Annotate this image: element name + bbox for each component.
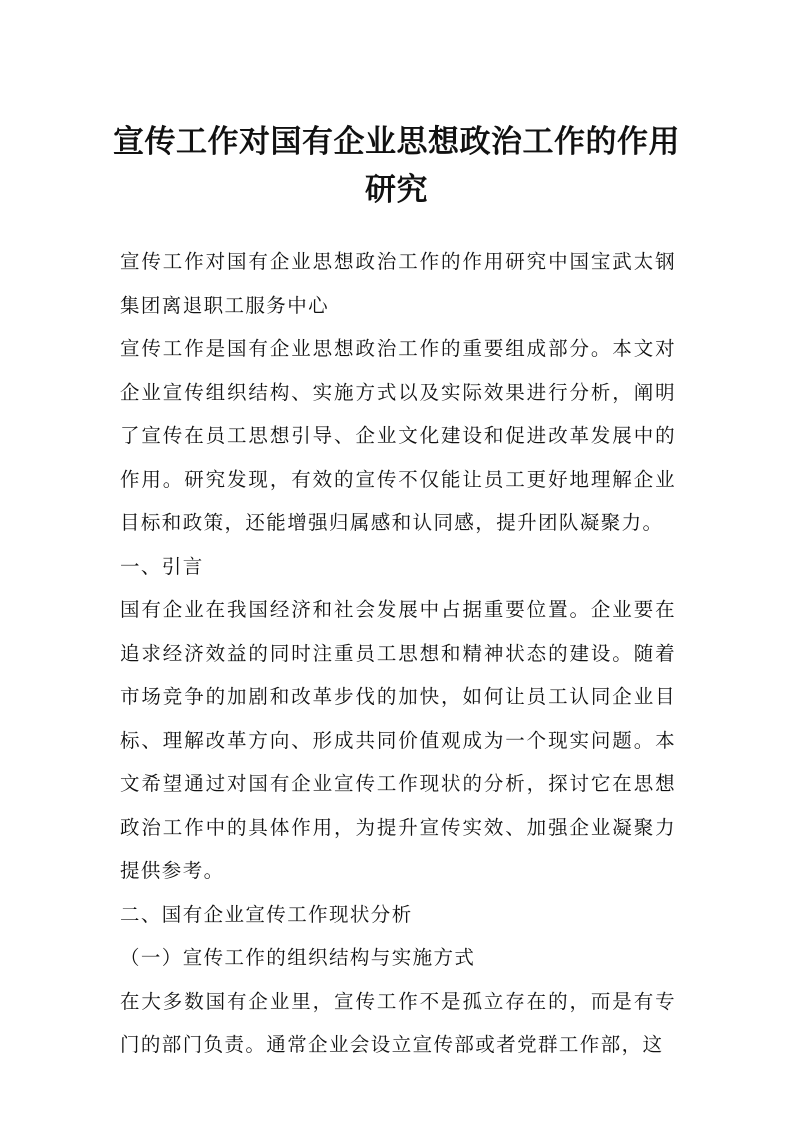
document-body [120, 240, 676, 1067]
abstract-paragraph: 宣传工作是国有企业思想政治工作的重要组成部分。本文对企业宣传组织结构、实施方式以及实际效果进行分析，阐明了宣传在员工思想引导、企业文化建设和促进改革发展中的作用。研究发现，有效的宣传不仅能让员工更好地理解企业目标和政策，还能增强归属感和认同感，提升团队凝聚力。 [120, 337, 676, 534]
section-heading-status-analysis: 二、国有企业宣传工作现状分析 [120, 902, 413, 926]
author-affiliation-paragraph: 宣传工作对国有企业思想政治工作的作用研究中国宝武太钢集团离退职工服务中心 [120, 250, 676, 317]
subsection-heading-organization: （一）宣传工作的组织结构与实施方式 [120, 946, 476, 969]
introduction-paragraph: 国有企业在我国经济和社会发展中占据重要位置。企业要在追求经济效益的同时注重员工思想和精神状态的建设。随着市场竞争的加剧和改革步伐的加快，如何让员工认同企业目标、理解改革方向、形成共同价值观成为一个现实问题。本文希望通过对国有企业宣传工作现状的分析，探讨它在思想政治工作中的具体作用，为提升宣传实效、加强企业凝聚力提供参考。 [120, 598, 676, 882]
document-title: 宣传工作对国有企业思想政治工作的作用研究 [113, 124, 680, 208]
organization-paragraph: 在大多数国有企业里，宣传工作不是孤立存在的，而是有专门的部门负责。通常企业会设立宣传部或者党群工作部，这 [120, 989, 676, 1056]
section-heading-introduction: 一、引言 [120, 554, 204, 578]
